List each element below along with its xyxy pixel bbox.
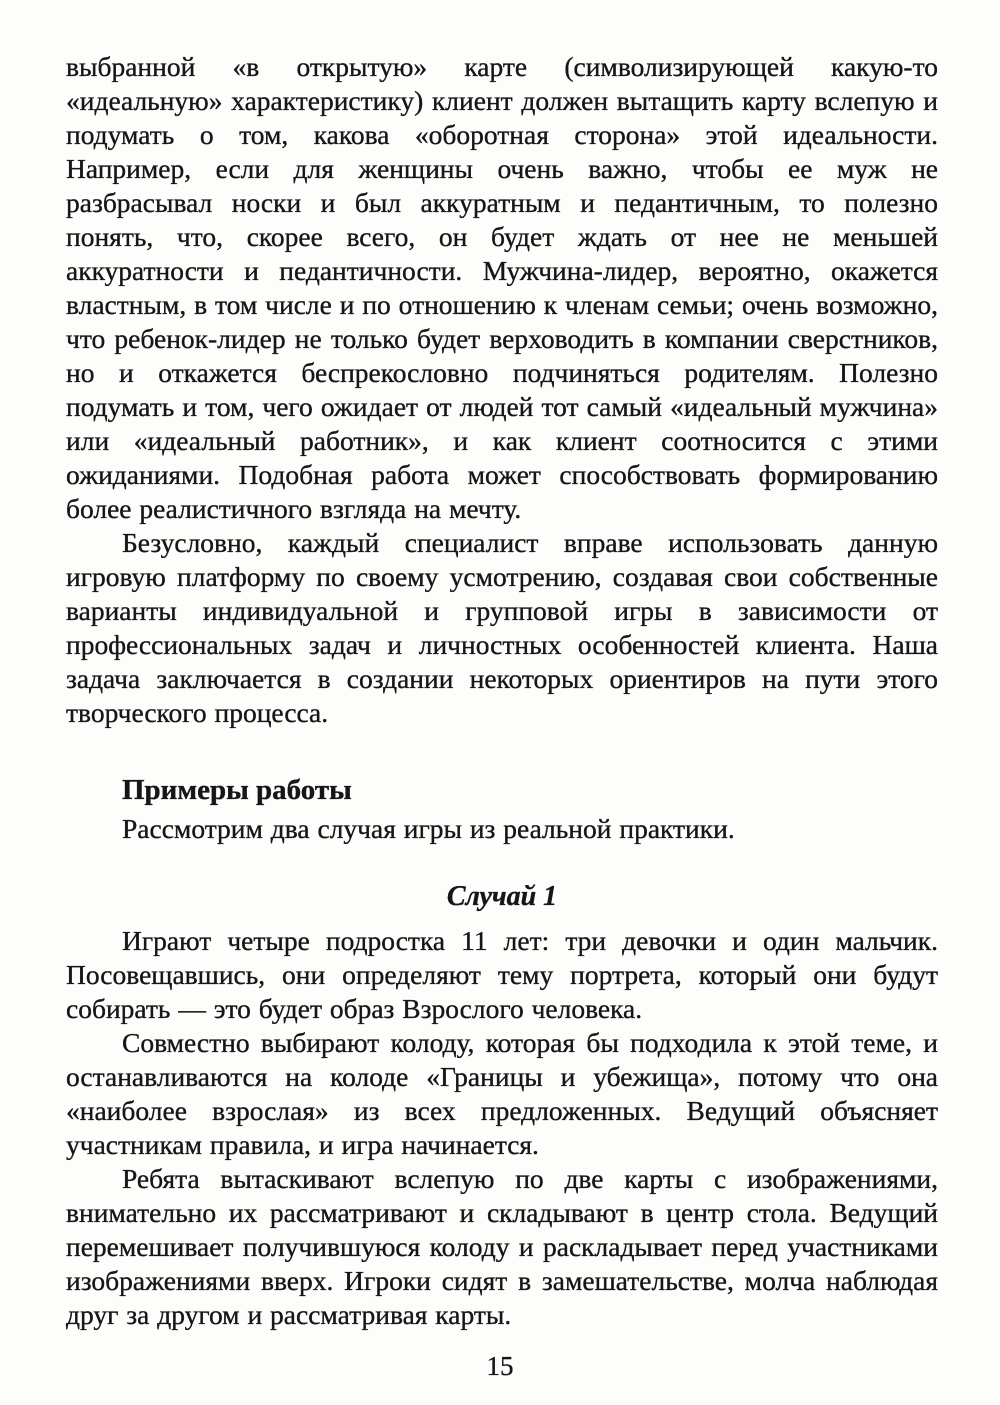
case-paragraph: Играют четыре подростка 11 лет: три девочки и один мальчик. Посовещавшись, они определяют тему портрета, который они будут собирать — это будет образ Взрослого человека.	[66, 925, 938, 1024]
page-number: 15	[486, 1351, 514, 1381]
section-lead-paragraph: Рассмотрим два случая игры из реальной практики.	[122, 813, 735, 844]
case-paragraph: Ребята вытаскивают вслепую по две карты с изображениями, внимательно их рассматривают и складывают в центр стола. Ведущий перемешивает получившуюся колоду и раскладывает перед участниками изображениями вверх. Игроки сидят в замешательстве, молча наблюдая друг за другом и рассматривая карты.	[66, 1163, 938, 1330]
case-paragraph: Совместно выбирают колоду, которая бы подходила к этой теме, и останавливаются на колоде «Границы и убежища», потому что она «наиболее взрослая» из всех предложенных. Ведущий объясняет участникам правила, и игра начинается.	[66, 1027, 938, 1160]
case-title: Случай 1	[446, 881, 558, 912]
paragraph-continuation: выбранной «в открытую» карте (символизирующей какую-то «идеальную» характеристику) клиент должен вытащить карту вслепую и подумать о том, какова «оборотная сторона» этой идеальности. Например, если для женщины очень важно, чтобы ее муж не разбрасывал носки и был аккуратным и педантичным, то полезно понять, что, скорее всего, он будет ждать от нее не меньшей аккуратности и педантичности. Мужчина-лидер, вероятно, окажется властным, в том числе и по отношению к членам семьи; очень возможно, что ребенок-лидер не только будет верховодить в компании сверстников, но и откажется беспрекословно подчиняться родителям. Полезно подумать и том, чего ожидает от людей тот самый «идеальный мужчина» или «идеальный работник», и как клиент соотносится с этими ожиданиями. Подобная работа может способствовать формированию более реалистичного взгляда на мечту.	[66, 51, 938, 524]
page-content	[66, 50, 938, 1332]
paragraph: Безусловно, каждый специалист вправе использовать данную игровую платформу по своему усмотрению, создавая свои собственные варианты индивидуальной и групповой игры в зависимости от профессиональных задач и личностных особенностей клиента. Наша задача заключается в создании некоторых ориентиров на пути этого творческого процесса.	[66, 527, 938, 728]
page-footer	[0, 1351, 1000, 1381]
section-heading: Примеры работы	[122, 774, 352, 806]
